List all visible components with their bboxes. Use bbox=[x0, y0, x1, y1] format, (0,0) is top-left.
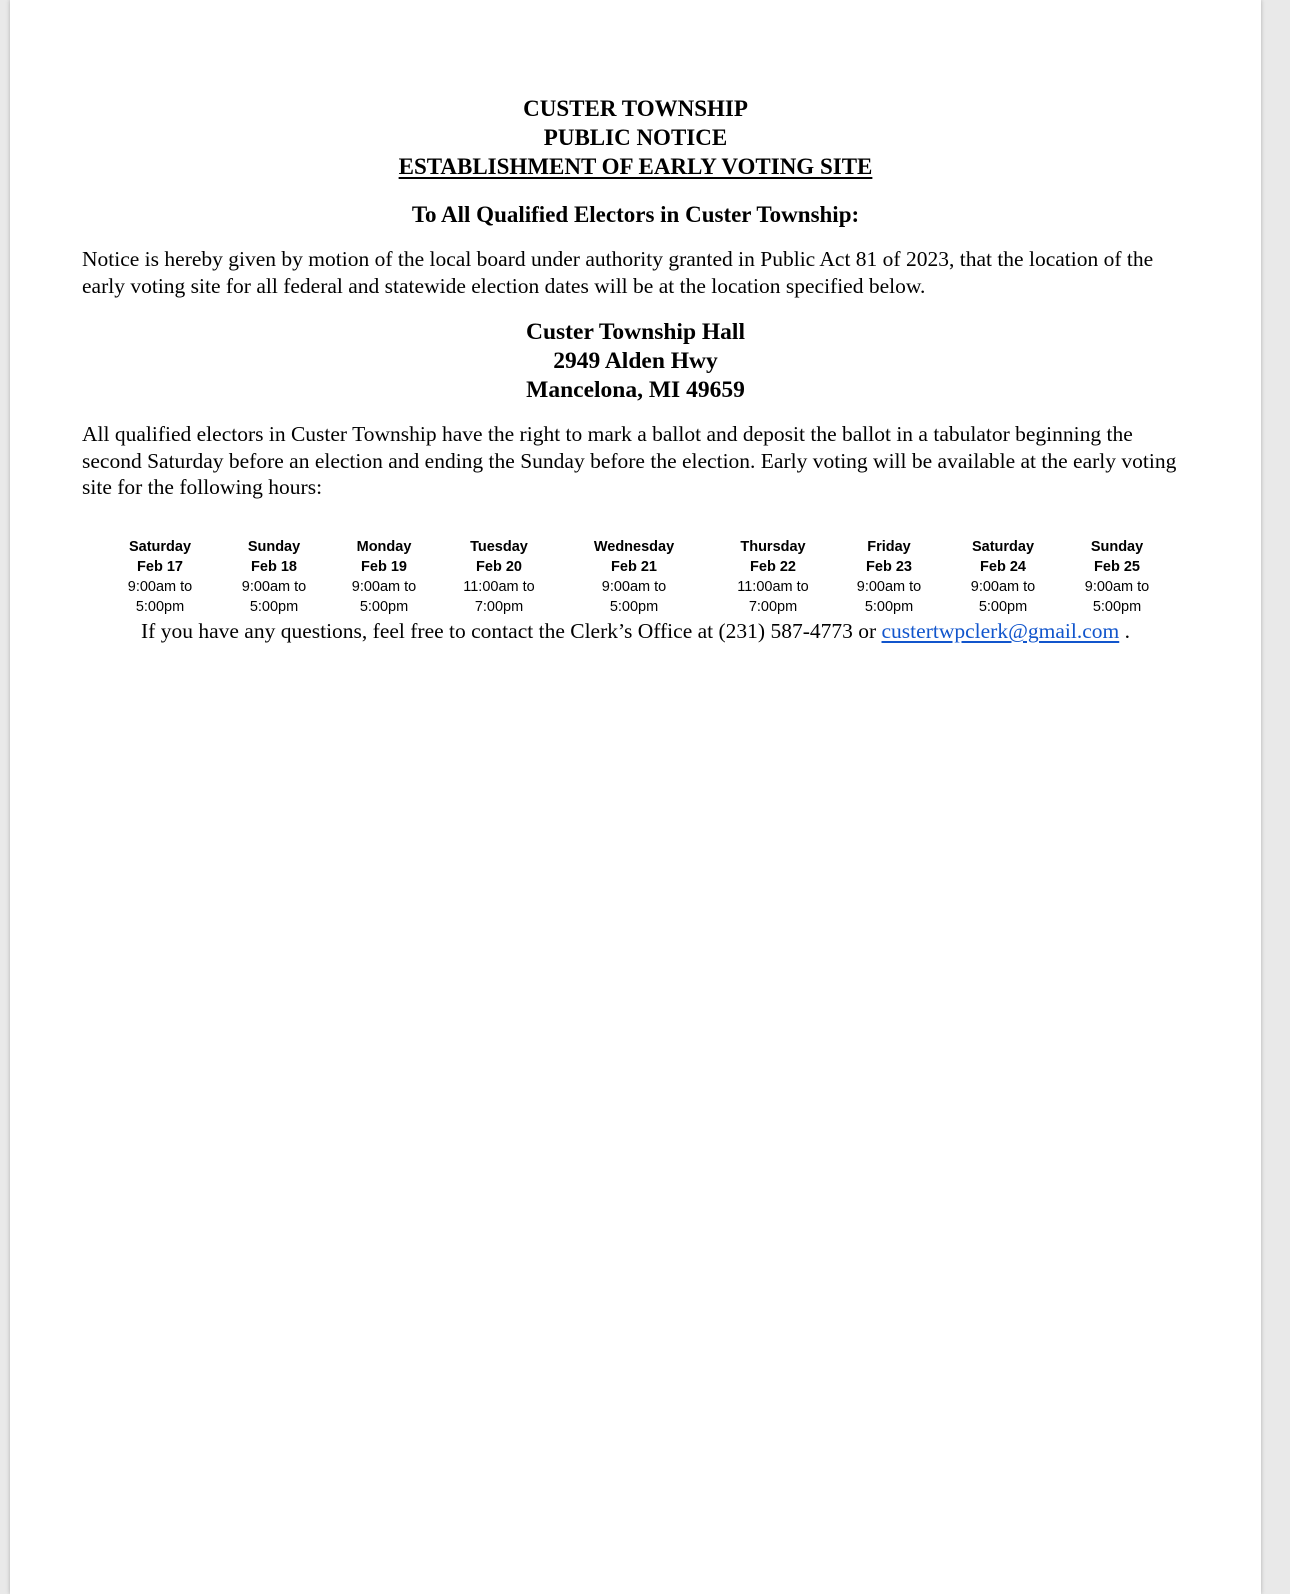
open-time: 9:00am to bbox=[601, 579, 667, 595]
day-name: Friday bbox=[867, 539, 911, 555]
close-time: 7:00pm bbox=[474, 599, 524, 615]
open-time: 9:00am to bbox=[856, 579, 922, 595]
day-name: Wednesday bbox=[593, 539, 675, 555]
address-street: 2949 Alden Hwy bbox=[553, 348, 718, 374]
day-date: Feb 21 bbox=[611, 559, 657, 575]
contact-text: If you have any questions, feel free to contact the Clerk’s Office at (231) 587-4773 or bbox=[141, 619, 882, 643]
early-voting-schedule bbox=[10, 537, 1261, 619]
day-name: Monday bbox=[356, 539, 412, 555]
open-time: 9:00am to bbox=[241, 579, 307, 595]
day-name: Sunday bbox=[1090, 539, 1144, 555]
day-name: Sunday bbox=[247, 539, 301, 555]
contact-line bbox=[10, 617, 1261, 645]
schedule-day bbox=[429, 537, 569, 617]
notice-header bbox=[10, 94, 1261, 181]
day-date: Feb 25 bbox=[1094, 559, 1140, 575]
open-time: 11:00am to bbox=[737, 579, 809, 595]
open-time: 9:00am to bbox=[127, 579, 193, 595]
day-date: Feb 17 bbox=[137, 559, 183, 575]
header-title: ESTABLISHMENT OF EARLY VOTING SITE bbox=[398, 154, 873, 179]
open-time: 11:00am to bbox=[463, 579, 535, 595]
day-name: Tuesday bbox=[470, 539, 528, 555]
address-name: Custer Township Hall bbox=[526, 319, 745, 345]
day-date: Feb 24 bbox=[980, 559, 1026, 575]
close-time: 5:00pm bbox=[359, 599, 409, 615]
header-township: CUSTER TOWNSHIP bbox=[523, 96, 748, 121]
day-name: Saturday bbox=[128, 539, 192, 555]
day-date: Feb 23 bbox=[866, 559, 912, 575]
salutation: To All Qualified Electors in Custer Township: bbox=[411, 202, 860, 227]
day-date: Feb 18 bbox=[251, 559, 297, 575]
document-page bbox=[10, 0, 1261, 1594]
day-date: Feb 19 bbox=[361, 559, 407, 575]
notice-paragraph: Notice is hereby given by motion of the local board under authority granted in Public Act 81 of 2023, that the location of the early voting site for all federal and statewide election dates will be at the location specified below. bbox=[82, 247, 1154, 298]
open-time: 9:00am to bbox=[970, 579, 1036, 595]
contact-suffix: . bbox=[1119, 619, 1130, 643]
close-time: 5:00pm bbox=[978, 599, 1028, 615]
voting-site-address bbox=[10, 318, 1261, 405]
day-date: Feb 22 bbox=[750, 559, 796, 575]
day-name: Saturday bbox=[971, 539, 1035, 555]
close-time: 5:00pm bbox=[864, 599, 914, 615]
schedule-day bbox=[1047, 537, 1187, 617]
header-public-notice: PUBLIC NOTICE bbox=[543, 125, 728, 150]
open-time: 9:00am to bbox=[351, 579, 417, 595]
day-name: Thursday bbox=[740, 539, 806, 555]
close-time: 5:00pm bbox=[609, 599, 659, 615]
address-city: Mancelona, MI 49659 bbox=[526, 377, 745, 403]
clerk-email-link[interactable]: custertwpclerk@gmail.com bbox=[881, 619, 1120, 643]
schedule-day bbox=[564, 537, 704, 617]
close-time: 5:00pm bbox=[1092, 599, 1142, 615]
close-time: 5:00pm bbox=[249, 599, 299, 615]
rights-paragraph: All qualified electors in Custer Township have the right to mark a ballot and deposit the ballot in a tabulator beginning the second Saturday before an election and ending the Sunday before the election. Early voting will be available at the early voting site for the following hours: bbox=[82, 422, 1177, 499]
open-time: 9:00am to bbox=[1084, 579, 1150, 595]
close-time: 5:00pm bbox=[135, 599, 185, 615]
day-date: Feb 20 bbox=[476, 559, 522, 575]
close-time: 7:00pm bbox=[748, 599, 798, 615]
